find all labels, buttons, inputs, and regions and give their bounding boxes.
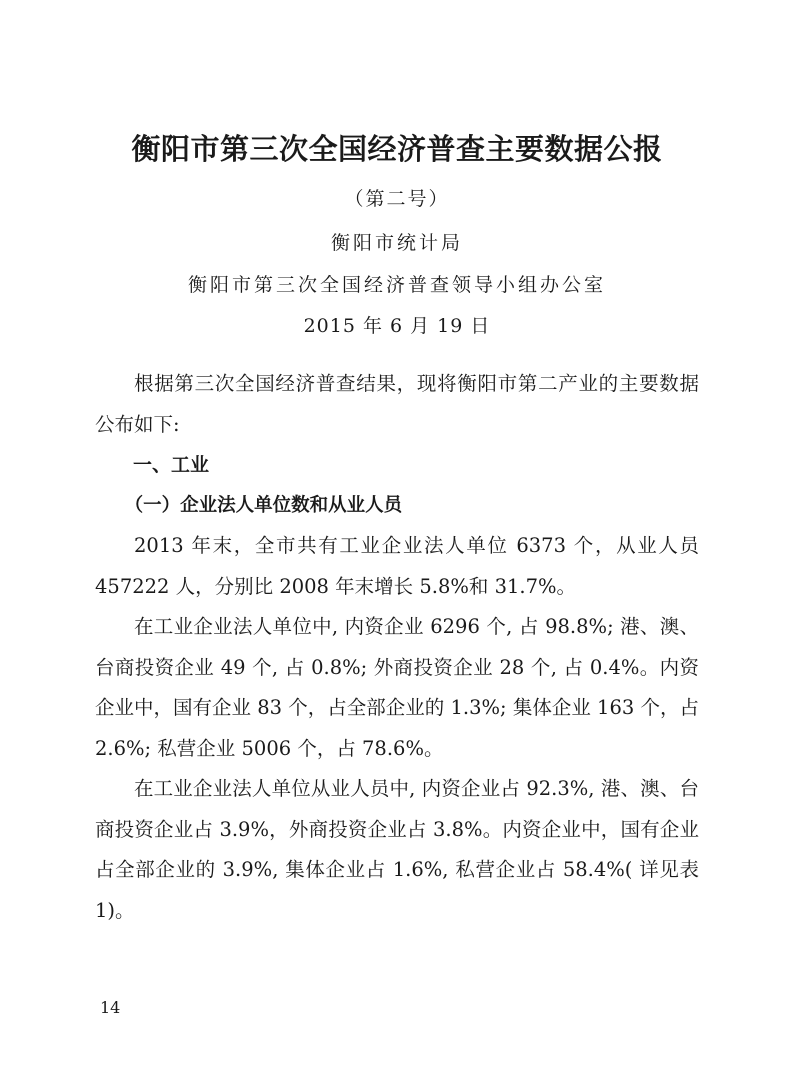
- publication-date: 2015 年 6 月 19 日: [303, 315, 491, 337]
- subsection-heading-enterprises: （一）企业法人单位数和从业人员: [124, 494, 403, 516]
- document-title: 衡阳市第三次全国经济普查主要数据公报: [131, 132, 663, 166]
- paragraph-employment-shares: 在工业企业法人单位从业人员中, 内资企业占 92.3%, 港、澳、台商投资企业占 3.9%，外商投资企业占 3.8%。内资企业中，国有企业占全部企业的 3.9%, 集体企业占 1.6%, 私营企业占 58.4%( 详见表 1)。: [95, 777, 699, 922]
- page-number: 14: [100, 998, 121, 1017]
- section-heading-industry: 一、工业: [133, 454, 210, 476]
- issuer-statistics-bureau: 衡阳市统计局: [330, 232, 463, 254]
- intro-paragraph: 根据第三次全国经济普查结果，现将衡阳市第二产业的主要数据公布如下:: [95, 372, 699, 436]
- paragraph-enterprise-types: 在工业企业法人单位中, 内资企业 6296 个, 占 98.8%; 港、澳、台商投资企业 49 个, 占 0.8%; 外商投资企业 28 个, 占 0.4%。内资企业中，国有企业 83 个，占全部企业的 1.3%; 集体企业 163 个，占 2.6%; 私营企业 5006 个，占 78.6%。: [95, 615, 699, 760]
- issuer-census-office: 衡阳市第三次全国经济普查领导小组办公室: [187, 274, 606, 296]
- paragraph-enterprise-totals: 2013 年末，全市共有工业企业法人单位 6373 个，从业人员 457222 人，分别比 2008 年末增长 5.8%和 31.7%。: [95, 534, 699, 598]
- document-subtitle: （第二号）: [344, 188, 450, 210]
- document-body: [95, 364, 699, 931]
